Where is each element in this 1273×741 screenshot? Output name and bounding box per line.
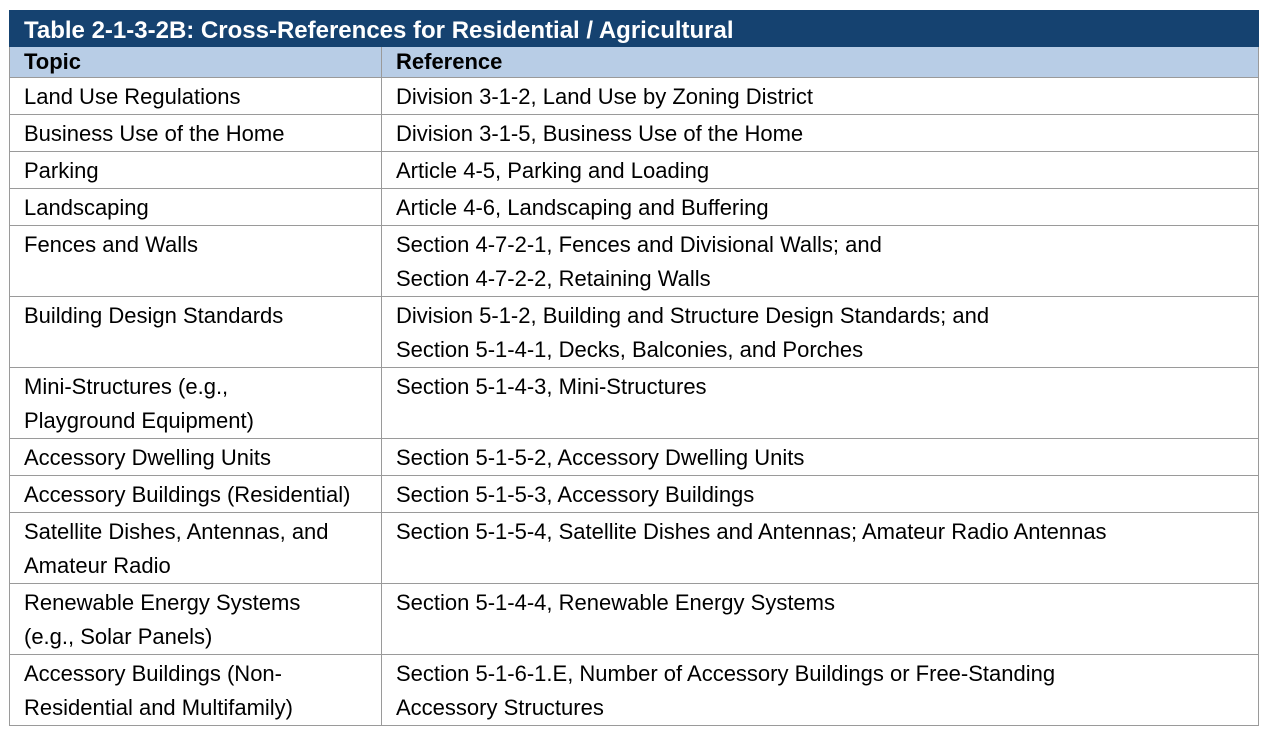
topic-cell: Building Design Standards: [10, 297, 382, 368]
table-row: [10, 78, 1259, 115]
table-row: [10, 513, 1259, 584]
table-row: [10, 655, 1259, 726]
reference-cell: Section 5-1-5-3, Accessory Buildings: [382, 476, 1259, 513]
reference-cell: Section 5-1-4-3, Mini-Structures: [382, 368, 1259, 439]
reference-cell: Division 3-1-2, Land Use by Zoning District: [382, 78, 1259, 115]
table-caption: Table 2-1-3-2B: Cross-References for Residential / Agricultural: [10, 11, 1259, 47]
table-row: [10, 368, 1259, 439]
reference-cell: Section 5-1-5-2, Accessory Dwelling Units: [382, 439, 1259, 476]
topic-cell: Accessory Dwelling Units: [10, 439, 382, 476]
reference-cell: Section 5-1-4-4, Renewable Energy Systems: [382, 584, 1259, 655]
topic-cell: Fences and Walls: [10, 226, 382, 297]
cross-reference-table: [9, 10, 1259, 726]
table-row: [10, 584, 1259, 655]
topic-cell: Land Use Regulations: [10, 78, 382, 115]
reference-cell: Section 5-1-6-1.E, Number of Accessory Buildings or Free-Standing Accessory Structures: [382, 655, 1259, 726]
topic-cell: Renewable Energy Systems (e.g., Solar Panels): [10, 584, 382, 655]
column-header-topic: Topic: [10, 47, 382, 78]
topic-cell: Accessory Buildings (Non- Residential and Multifamily): [10, 655, 382, 726]
table-row: [10, 152, 1259, 189]
reference-cell: Division 3-1-5, Business Use of the Home: [382, 115, 1259, 152]
table-row: [10, 189, 1259, 226]
column-header-reference: Reference: [382, 47, 1259, 78]
topic-cell: Landscaping: [10, 189, 382, 226]
table-row: [10, 226, 1259, 297]
reference-cell: Division 5-1-2, Building and Structure Design Standards; and Section 5-1-4-1, Decks, Balconies, and Porches: [382, 297, 1259, 368]
header-row: [10, 47, 1259, 78]
reference-cell: Section 5-1-5-4, Satellite Dishes and Antennas; Amateur Radio Antennas: [382, 513, 1259, 584]
topic-cell: Parking: [10, 152, 382, 189]
table-row: [10, 297, 1259, 368]
table-row: [10, 115, 1259, 152]
table-row: [10, 439, 1259, 476]
topic-cell: Satellite Dishes, Antennas, and Amateur Radio: [10, 513, 382, 584]
topic-cell: Mini-Structures (e.g., Playground Equipment): [10, 368, 382, 439]
reference-cell: Section 4-7-2-1, Fences and Divisional Walls; and Section 4-7-2-2, Retaining Walls: [382, 226, 1259, 297]
table-row: [10, 476, 1259, 513]
topic-cell: Accessory Buildings (Residential): [10, 476, 382, 513]
reference-cell: Article 4-6, Landscaping and Buffering: [382, 189, 1259, 226]
reference-cell: Article 4-5, Parking and Loading: [382, 152, 1259, 189]
topic-cell: Business Use of the Home: [10, 115, 382, 152]
